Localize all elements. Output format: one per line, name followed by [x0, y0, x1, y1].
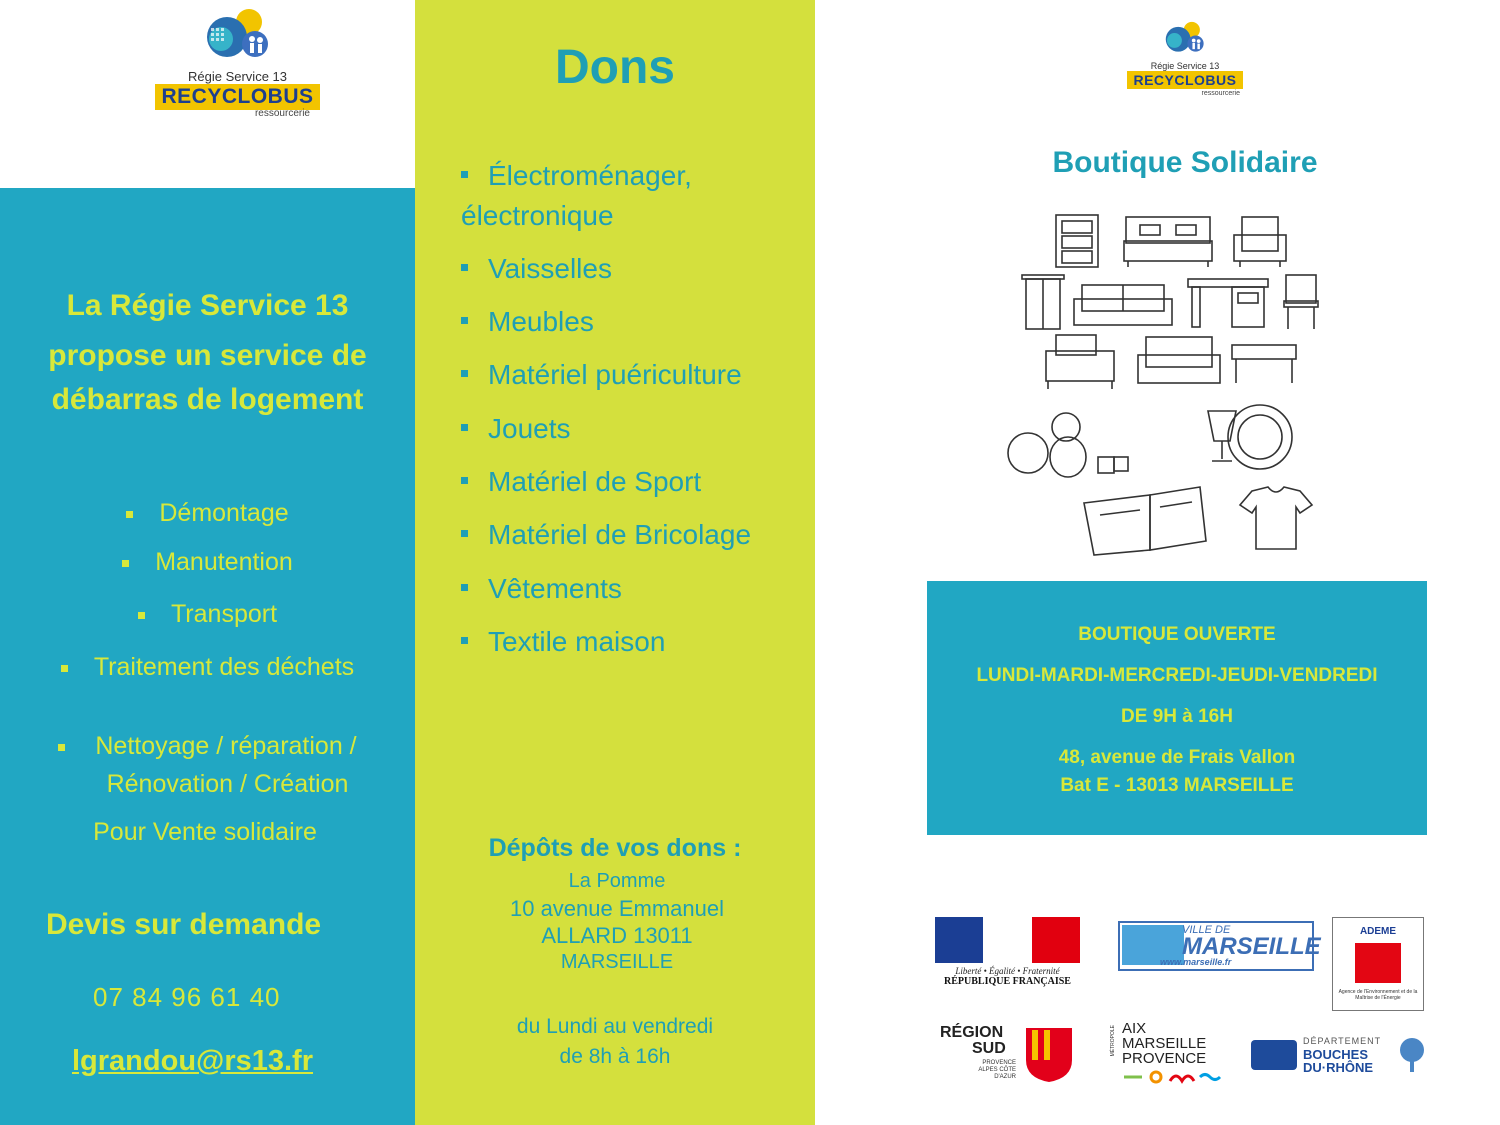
list-item: Vêtements [461, 569, 811, 609]
bullet-icon [461, 477, 468, 484]
dons-list [461, 156, 811, 662]
logo-name: RECYCLOBUS [155, 84, 319, 110]
bullet-icon [58, 744, 65, 751]
list-item: Matériel puériculture [461, 355, 811, 395]
list-item: Vaisselles [461, 249, 811, 289]
phone-number: 07 84 96 61 40 [93, 982, 281, 1012]
bullet-icon [461, 264, 468, 271]
bouches-du-rhone-logo: DÉPARTEMENT BOUCHES DU·RHÔNE [1251, 1036, 1427, 1076]
hours-line-1: BOUTIQUE OUVERTE [1078, 624, 1276, 645]
tree-icon [1397, 1036, 1427, 1074]
lead-line-3: débarras de logement [51, 383, 364, 416]
globe-logo-icon [1162, 20, 1208, 56]
dons-title: Dons [555, 41, 675, 94]
recyclobus-logo-right [1120, 20, 1250, 97]
book-icon [1084, 487, 1206, 555]
bullet-icon [461, 370, 468, 377]
region-shield-icon [1024, 1026, 1074, 1084]
address-line-2: Bat E - 13013 MARSEILLE [1060, 775, 1294, 796]
logo-name: RECYCLOBUS [1127, 71, 1242, 89]
list-item: Textile maison [461, 622, 811, 662]
single-bed-icon [1046, 335, 1114, 389]
email-link[interactable]: lgrandou@rs13.fr [72, 1045, 313, 1077]
bullet-icon [138, 612, 145, 619]
list-item: Matériel de Sport [461, 462, 811, 502]
loveseat-icon [1138, 337, 1220, 383]
boutique-title: Boutique Solidaire [1052, 146, 1318, 179]
list-item: Jouets [461, 409, 811, 449]
furniture-illustration [1000, 205, 1330, 565]
bullet-icon [461, 584, 468, 591]
bullet-icon [61, 665, 68, 672]
logo-tag: ressourcerie [1201, 90, 1240, 97]
coffee-table-icon [1232, 345, 1296, 383]
amp-waves-icon [1122, 1069, 1222, 1085]
double-bed-icon [1124, 217, 1212, 267]
hours-line-2: LUNDI-MARDI-MERCREDI-JEUDI-VENDREDI [976, 665, 1378, 686]
bullet-icon [461, 171, 468, 178]
nightstand-icon [1056, 215, 1098, 267]
sofa-icon [1074, 285, 1172, 325]
bullet-icon [461, 424, 468, 431]
logo-subtitle: Régie Service 13 [1150, 61, 1220, 71]
bullet-icon [122, 560, 129, 567]
aix-marseille-provence-logo: MÉTROPOLE AIX MARSEILLE PROVENCE [1110, 1021, 1224, 1087]
logo-tag: ressourcerie [254, 108, 310, 119]
service-item: Démontage [0, 499, 415, 528]
tableware-icon [1208, 405, 1292, 469]
list-item: Électroménager, [461, 156, 811, 196]
depot-hours: du Lundi au vendredi de 8h à 16h [516, 1015, 714, 1068]
hours-line-3: DE 9H à 16H [1121, 706, 1233, 727]
service-item: Transport [0, 600, 415, 629]
armchair-icon [1234, 217, 1286, 267]
devis-heading: Devis sur demande [46, 908, 322, 941]
left-lead-text [0, 282, 415, 424]
bullet-icon [126, 511, 133, 518]
chair-icon [1284, 275, 1318, 329]
toys-icon [1008, 413, 1128, 477]
service-item: Manutention [0, 548, 415, 577]
depot-heading: Dépôts de vos dons : [488, 834, 742, 862]
bullet-icon [461, 317, 468, 324]
lead-line-1: La Régie Service 13 [66, 289, 349, 322]
region-sud-logo: RÉGION SUD PROVENCE ALPES CÔTE D'AZUR [940, 1024, 1076, 1086]
address-line-1: 48, avenue de Frais Vallon [1058, 747, 1296, 768]
list-item: Matériel de Bricolage [461, 515, 811, 555]
bullet-icon [461, 530, 468, 537]
vente-text: Pour Vente solidaire [93, 818, 317, 846]
list-item-continuation: électronique [461, 200, 614, 231]
wardrobe-icon [1022, 275, 1064, 329]
republique-francaise-logo: Liberté • Égalité • Fraternité RÉPUBLIQUE FRANÇAISE [935, 917, 1080, 995]
logo-subtitle: Régie Service 13 [188, 69, 287, 84]
recyclobus-logo-left [150, 6, 325, 119]
list-item: Meubles [461, 302, 811, 342]
ademe-logo: ADEME Agence de l'Environnement et de la Maîtrise de l'Énergie [1332, 917, 1424, 1011]
globe-logo-icon [203, 6, 273, 64]
desk-icon [1188, 279, 1268, 327]
depot-address: La Pomme 10 avenue Emmanuel ALLARD 13011 MARSEILLE [509, 870, 725, 973]
service-item-multi: Nettoyage / réparation / Rénovation / Création [0, 727, 415, 803]
ville-de-marseille-logo: VILLE DE MARSEILLE www.marseille.fr [1118, 921, 1314, 971]
lead-line-2: propose un service de [48, 339, 367, 372]
bullet-icon [461, 637, 468, 644]
service-item: Traitement des déchets [0, 653, 415, 682]
tshirt-icon [1240, 487, 1312, 549]
